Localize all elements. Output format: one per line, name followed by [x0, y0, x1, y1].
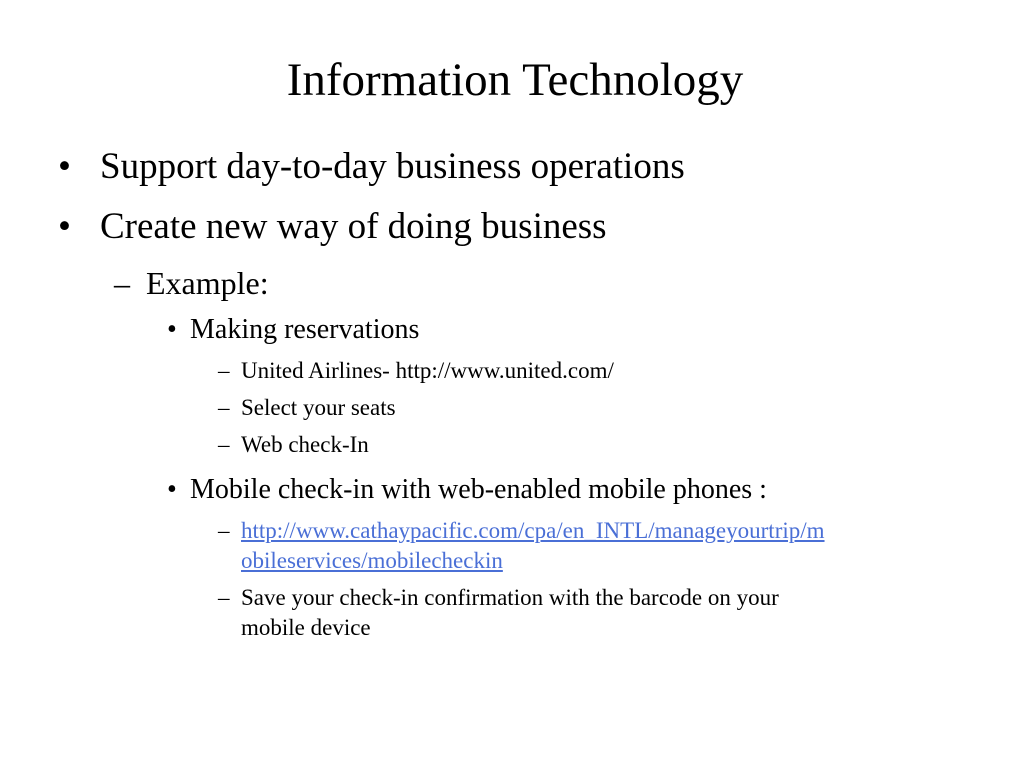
dash-marker: – [114, 265, 130, 301]
save-confirmation-line-1: Save your check-in confirmation with the barcode on your [241, 585, 779, 610]
slide-title: Information Technology [286, 54, 744, 106]
dash-marker: – [218, 358, 230, 383]
dash-marker: – [218, 518, 230, 543]
bullet-marker: • [58, 206, 71, 247]
dash-marker: – [218, 585, 230, 610]
save-confirmation-line-2: mobile device [241, 615, 371, 640]
cathay-link-line-1[interactable]: http://www.cathaypacific.com/cpa/en_INTL/manageyourtrip/m [241, 518, 825, 543]
bullet-reservations-text: Making reservations [190, 314, 420, 345]
item-united-airlines-text: United Airlines- http://www.united.com/ [241, 358, 614, 383]
bullet-create-text: Create new way of doing business [100, 206, 607, 247]
bullet-marker: • [58, 146, 71, 187]
item-select-seats-text: Select your seats [241, 395, 396, 420]
item-web-check-in-text: Web check-In [241, 432, 369, 457]
bullet-marker: • [167, 474, 177, 505]
bullet-support-text: Support day-to-day business operations [100, 146, 685, 187]
sub-bullet-example-text: Example: [146, 265, 269, 301]
dash-marker: – [218, 432, 230, 457]
bullet-mobile-check-in-text: Mobile check-in with web-enabled mobile phones : [190, 474, 767, 505]
cathay-link-line-2[interactable]: obileservices/mobilecheckin [241, 548, 503, 573]
dash-marker: – [218, 395, 230, 420]
bullet-marker: • [167, 314, 177, 345]
